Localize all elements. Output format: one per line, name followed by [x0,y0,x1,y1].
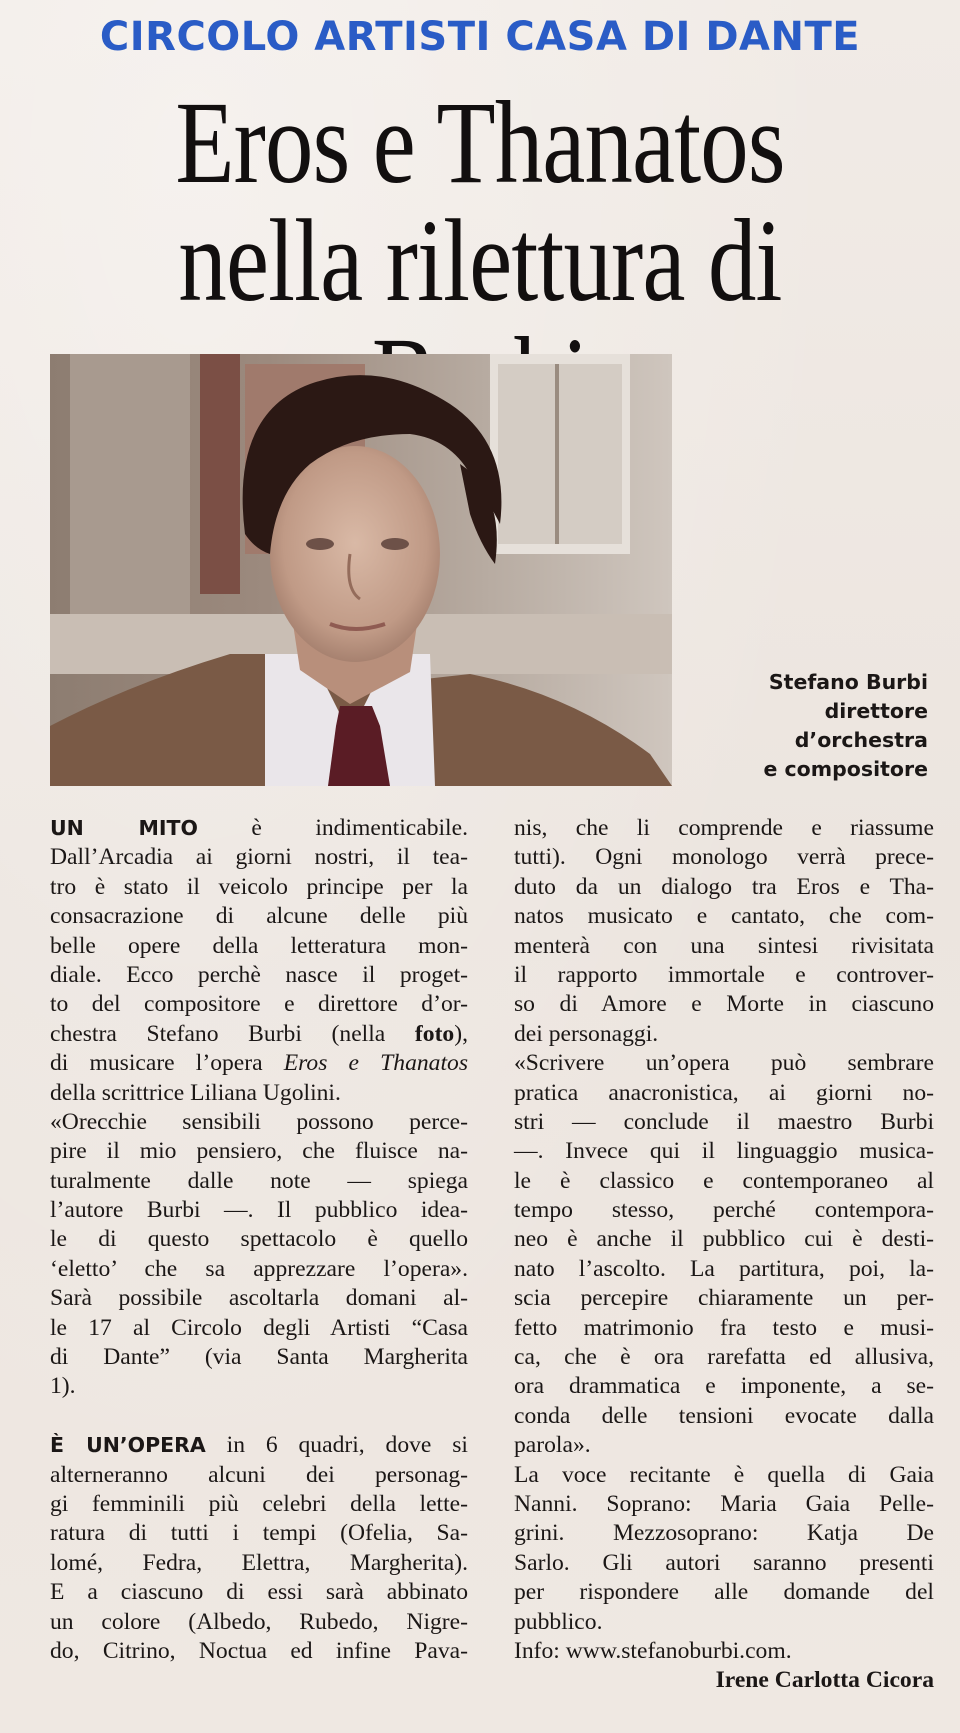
article-line [514,1225,934,1254]
headline-line-2: nella rilettura di [178,195,782,326]
line-text: nato l’ascolto. La partitura, poi, la- [514,1255,934,1282]
line-text: di Dante” (via Santa Margherita [50,1344,468,1371]
line-text: in 6 quadri, dove si [205,1432,468,1459]
line-text: belle opere della letteratura mon- [50,932,468,959]
article-line [514,932,934,961]
article-line [514,1137,934,1166]
article-line [514,1372,934,1401]
bold-word: foto [414,1020,455,1047]
article-line [514,1255,934,1284]
line-text: della scrittrice Liliana Ugolini. [50,1079,341,1106]
article-line [50,1519,468,1548]
line-text: chestra Stefano Burbi (nella [50,1020,415,1047]
article-line [514,1108,934,1137]
line-text: do, Citrino, Noctua ed infine Pava- [50,1637,468,1664]
article-line [514,1549,934,1578]
article-line [50,1284,468,1313]
line-text: tro è stato il veicolo principe per la [50,873,468,900]
line-text: per rispondere alle domande del [514,1579,934,1606]
line-text: duto da un dialogo tra Eros e Tha- [514,873,934,900]
article-line [514,1284,934,1313]
portrait-photo [50,354,672,786]
line-text: parola». [514,1432,591,1459]
line-text: «Orecchie sensibili possono perce- [50,1108,468,1135]
article-line [514,1431,934,1460]
article-line [50,1549,468,1578]
line-text: —. Invece qui il linguaggio musica- [514,1138,934,1165]
article-line [50,1431,468,1460]
article-line [50,1167,468,1196]
line-text: stri — conclude il maestro Burbi [514,1108,934,1135]
article-line [50,1108,468,1137]
article-line [514,1314,934,1343]
caption-line: Stefano Burbi [768,670,928,694]
photo-caption [678,668,928,784]
line-text: pire il mio pensiero, che fluisce na- [50,1138,468,1165]
line-text: menterà con una sintesi rivisitata [514,932,934,959]
article-line [50,902,468,931]
article-line [50,1255,468,1284]
article-column-left [50,814,468,1666]
article-line [514,1578,934,1607]
line-text: Sarà possibile ascoltarla domani al- [50,1285,468,1312]
article-line [514,902,934,931]
line-text: lomé, Fedra, Elettra, Margherita). [50,1549,468,1576]
line-text: neo è anche il pubblico cui è desti- [514,1226,934,1253]
article-line [50,1049,468,1078]
line-text: ora drammatica e imponente, a se- [514,1373,934,1400]
article-line [50,1196,468,1225]
article-line [514,1637,934,1666]
article-line [50,1608,468,1637]
line-text: «Scrivere un’opera può sembrare [514,1050,934,1077]
line-text: 1). [50,1373,76,1400]
article-line [50,932,468,961]
line-text: grini. Mezzosoprano: Katja De [514,1520,934,1547]
line-text: to del compositore e direttore d’or- [50,991,468,1018]
article-line [514,1167,934,1196]
line-text: conda delle tensioni evocate dalla [514,1402,934,1429]
line-text: Sarlo. Gli autori saranno presenti [514,1549,934,1576]
line-text: natos musicato e cantato, che com- [514,903,934,930]
line-text: fetto matrimonio fra testo e musi- [514,1314,934,1341]
line-text: scia percepire chiaramente un per- [514,1285,934,1312]
line-text: di musicare l’opera [50,1050,284,1077]
article-line [50,1079,468,1108]
line-text: E a ciascuno di essi sarà abbinato [50,1579,468,1606]
article-line [50,1343,468,1372]
line-text: Info: www.stefanoburbi.com. [514,1637,792,1664]
line-text: La voce recitante è quella di Gaia [514,1461,934,1488]
title-italic: Eros e Thanatos [283,1050,468,1077]
article-line [514,1461,934,1490]
article-line [514,1402,934,1431]
author-signature: Irene Carlotta Cicora [715,1667,934,1694]
line-text: alterneranno alcuni dei personag- [50,1461,468,1488]
article-column-right [514,814,934,1696]
line-text: tutti). Ogni monologo verrà prece- [514,844,934,871]
line-text: le 17 al Circolo degli Artisti “Casa [50,1314,468,1341]
article-line [514,1608,934,1637]
article-line [514,1490,934,1519]
article-line [514,1343,934,1372]
line-text: dei personaggi. [514,1020,659,1047]
line-text: nis, che li comprende e riassume [514,815,934,841]
article-line [50,1225,468,1254]
article-line [50,1372,468,1401]
line-text: le di questo spettacolo è quello [50,1226,468,1253]
line-text: il rapporto immortale e controver- [514,961,934,988]
article-line [514,990,934,1019]
article-line [514,1196,934,1225]
lead-in: UN MITO [50,816,198,840]
line-text: gi femminili più celebri della lette- [50,1490,468,1517]
article-line [50,990,468,1019]
article-line [50,1314,468,1343]
article-line [50,814,468,843]
article-line [514,961,934,990]
paragraph-gap [50,1402,468,1431]
article-line [50,1461,468,1490]
line-text: consacrazione di alcune delle più [50,903,468,930]
line-text: ratura di tutti i tempi (Ofelia, Sa- [50,1520,468,1547]
line-text: so di Amore e Morte in ciascuno [514,991,934,1018]
article-line [514,873,934,902]
line-text: ca, che è ora rarefatta ed allusiva, [514,1344,934,1371]
article-line [50,1020,468,1049]
line-text: è indimenticabile. [197,815,468,841]
line-text: le è classico e contemporaneo al [514,1167,934,1194]
line-text: turalmente dalle note — spiega [50,1167,468,1194]
article-line [514,843,934,872]
line-text: pubblico. [514,1608,603,1635]
article-line [50,873,468,902]
line-text: tempo stesso, perché contempora- [514,1197,934,1224]
line-text: ‘eletto’ che sa apprezzare l’opera». [50,1255,468,1282]
caption-line: direttore [824,699,928,723]
article-line [50,1578,468,1607]
caption-line: e compositore [763,757,928,781]
caption-line: d’orchestra [794,728,928,752]
article-line [514,1519,934,1548]
line-text: ), [454,1020,468,1047]
article-line [514,1049,934,1078]
line-text: pratica anacronistica, ai giorni no- [514,1079,934,1106]
article-line [50,1637,468,1666]
article-line [50,961,468,990]
article-line [50,843,468,872]
line-text: Dall’Arcadia ai giorni nostri, il tea- [50,844,468,871]
headline-line-1: Eros e Thanatos [175,77,785,208]
section-kicker: CIRCOLO ARTISTI CASA DI DANTE [99,14,861,60]
line-text: diale. Ecco perchè nasce il proget- [50,961,468,988]
line-text: Nanni. Soprano: Maria Gaia Pelle- [514,1490,934,1517]
article-line [50,1490,468,1519]
line-text: l’autore Burbi —. Il pubblico idea- [50,1197,468,1224]
article-line [514,1079,934,1108]
line-text: un colore (Albedo, Rubedo, Nigre- [50,1608,468,1635]
article-line [514,814,934,843]
lead-in: È UN’OPERA [50,1433,206,1458]
article-line [50,1137,468,1166]
article-line [514,1020,934,1049]
